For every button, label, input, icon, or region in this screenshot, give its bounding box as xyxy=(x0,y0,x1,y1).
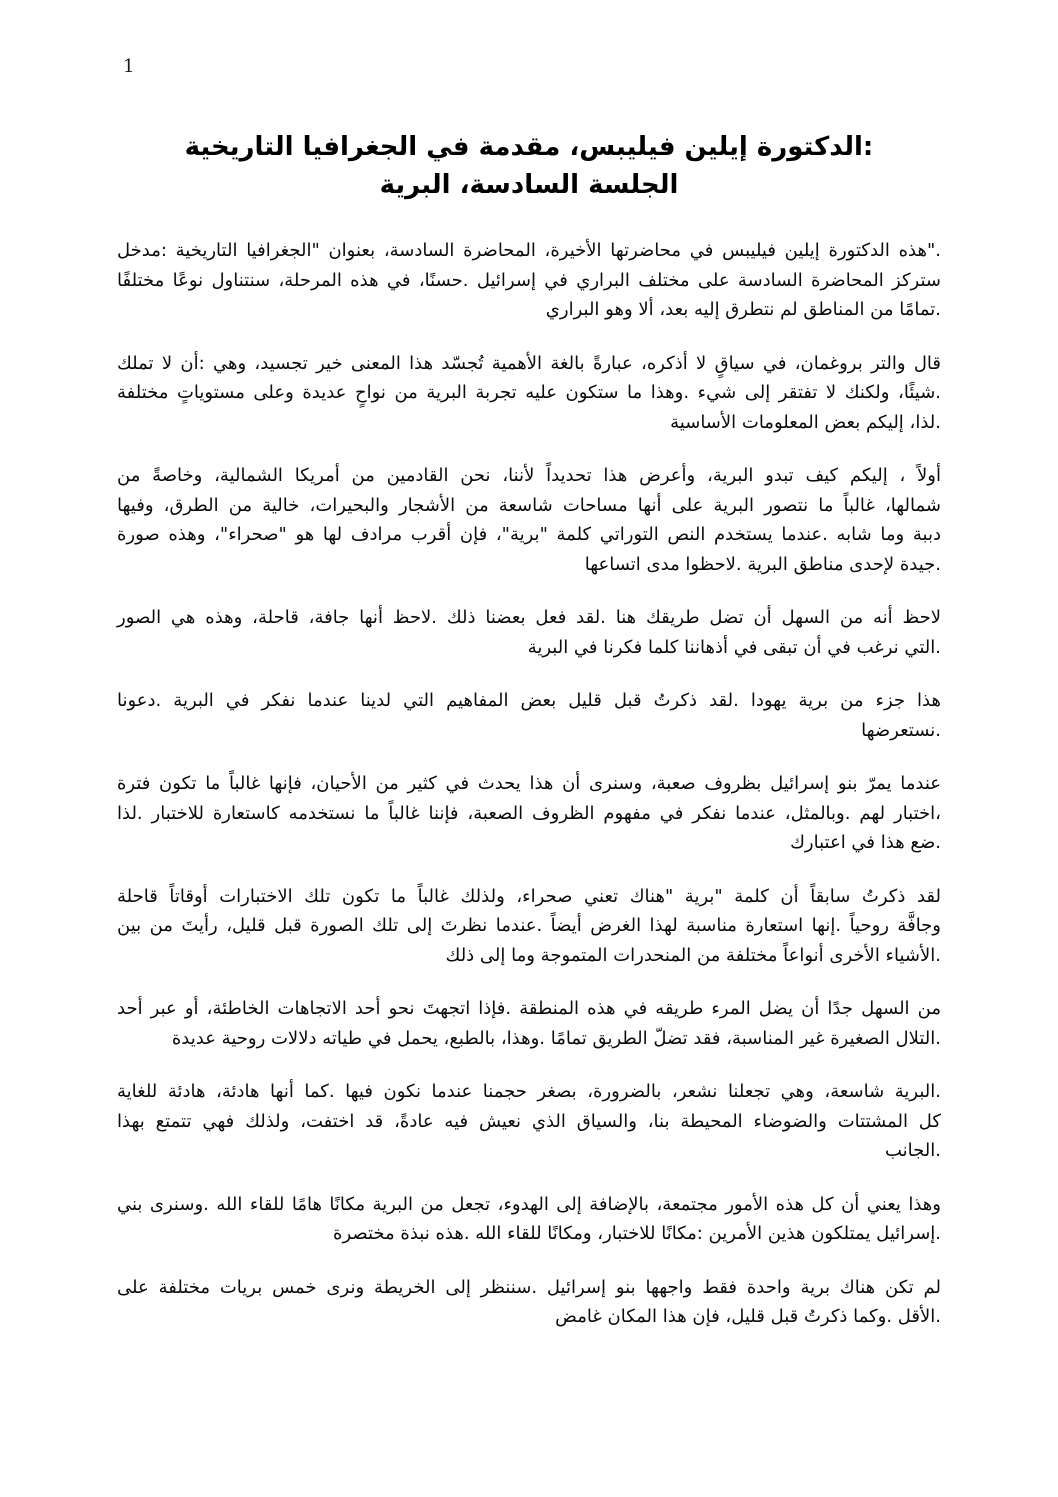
paragraph xyxy=(117,603,941,662)
text-line: .التلال الصغيرة غير المناسبة، فقد تضلّ الطريق تمامًا .وهذا، بالطبع، يحمل في طياته دلالات روحية عديدة xyxy=(171,1027,941,1049)
text-line: .الجانب xyxy=(885,1140,941,1161)
text-line: .البرية شاسعة، وهي تجعلنا نشعر، بالضرورة، بصغر حجمنا عندما نكون فيها .كما أنها هادئة، هادئة للغاية xyxy=(117,1081,941,1102)
text-line: ،اختبار لهم .وبالمثل، عندما نفكر في مفهوم الظروف الصعبة، فإننا غالباً ما نستخدمه كاستعارة للاختبار .لذا xyxy=(117,802,941,824)
text-line: لقد ذكرتُ سابقاً أن كلمة "برية "هناك تعني صحراء، ولذلك غالباً ما تكون تلك الاختبارات أوقاتاً قاحلة xyxy=(117,885,941,907)
paragraph xyxy=(117,1190,941,1249)
paragraph xyxy=(117,349,941,438)
text-line: وجافَّة روحياً .إنها استعارة مناسبة لهذا الغرض أيضاً .عندما نظرتَ إلى تلك الصورة قبل قليل، رأيتَ من بين xyxy=(117,915,941,936)
paragraph xyxy=(117,769,941,858)
page-number: 1 xyxy=(123,56,135,77)
paragraph xyxy=(117,882,941,971)
paragraph xyxy=(117,686,941,745)
text-line: .شيئًا، ولكنك لا تفتقر إلى شيء .وهذا ما ستكون عليه تجربة البرية من نواحٍ عديدة وعلى مستوياتٍ مختلفة xyxy=(117,382,941,403)
text-line: وهذا يعني أن كل هذه الأمور مجتمعة، بالإضافة إلى الهدوء، تجعل من البرية مكانًا هامًا للقاء الله .وسنرى بني xyxy=(117,1193,941,1215)
document-title xyxy=(117,128,941,204)
text-line: .التي نرغب في أن تبقى في أذهاننا كلما فكرنا في البرية xyxy=(527,636,941,658)
paragraph xyxy=(117,236,941,325)
text-line: .نستعرضها xyxy=(861,719,941,741)
paragraph xyxy=(117,994,941,1053)
text-line: كل المشتتات والضوضاء المحيطة بنا، والسياق الذي نعيش فيه عادةً، قد اختفت، ولذلك فهي تتمتع بهذا xyxy=(117,1110,941,1132)
text-line: لم تكن هناك برية واحدة فقط واجهها بنو إسرائيل .سننظر إلى الخريطة ونرى خمس بريات مختلفة على xyxy=(117,1276,941,1298)
text-line: .إسرائيل يمتلكون هذين الأمرين :مكانًا للاختبار، ومكانًا للقاء الله .هذه نبذة مختصرة xyxy=(333,1223,941,1244)
text-line: أولاً ، إليكم كيف تبدو البرية، وأعرض هذا تحديداً لأننا، نحن القادمين من أمريكا الشمالية، وخاصةً من xyxy=(117,465,941,486)
document-title-line-2: الجلسة السادسة، البرية xyxy=(379,170,679,200)
text-line: .تمامًا من المناطق لم نتطرق إليه بعد، ألا وهو البراري xyxy=(545,299,941,320)
text-line: عندما يمرّ بنو إسرائيل بظروف صعبة، وسنرى أن هذا يحدث في كثير من الأحيان، فإنها غالباً ما تكون فترة xyxy=(117,773,941,794)
text-line: من السهل جدًا أن يضل المرء طريقه في هذه المنطقة .فإذا اتجهتَ نحو أحد الاتجاهات الخاطئة، أو عبر أحد xyxy=(117,998,941,1019)
text-line: .جيدة لإحدى مناطق البرية .لاحظوا مدى اتساعها xyxy=(584,553,941,575)
paragraph xyxy=(117,1273,941,1332)
text-line: هذا جزء من برية يهودا .لقد ذكرتُ قبل قليل بعض المفاهيم التي لدينا عندما نفكر في البرية .دعونا xyxy=(117,690,941,711)
text-line: .لذا، إليكم بعض المعلومات الأساسية xyxy=(670,411,941,433)
document-title-line-1: :الدكتورة إيلين فيليبس، مقدمة في الجغرافيا التاريخية xyxy=(184,132,874,162)
text-line: دببة وما شابه .عندما يستخدم النص التوراتي كلمة "برية"، فإن أقرب مرادف لها هو "صحراء"، وهذه صورة xyxy=(117,524,941,545)
document-body xyxy=(117,236,941,1356)
text-line: .الأشياء الأخرى أنواعاً مختلفة من المنحدرات المتموجة وما إلى ذلك xyxy=(445,944,941,966)
text-line: .الأقل .وكما ذكرتُ قبل قليل، فإن هذا المكان غامض xyxy=(555,1306,941,1327)
paragraph xyxy=(117,461,941,579)
paragraph xyxy=(117,1077,941,1166)
text-line: .ضع هذا في اعتبارك xyxy=(790,832,941,853)
text-line: قال والتر بروغمان، في سياقٍ لا أذكره، عبارةً بالغة الأهمية تُجسّد هذا المعنى خير تجسيد، وهي :أن لا تملك xyxy=(117,352,941,374)
text-line: ."هذه الدكتورة إيلين فيليبس في محاضرتها الأخيرة، المحاضرة السادسة، بعنوان "الجغرافيا التاريخية :مدخل xyxy=(117,240,941,261)
text-line: ستركز المحاضرة السادسة على مختلف البراري في إسرائيل .حسنًا، في هذه المرحلة، سنتناول نوعًا مختلفًا xyxy=(117,269,941,291)
text-line: لاحظ أنه من السهل أن تضل طريقك هنا .لقد فعل بعضنا ذلك .لاحظ أنها جافة، قاحلة، وهذه هي الصور xyxy=(117,607,941,628)
text-line: شمالها، غالباً ما نتصور البرية على أنها مساحات شاسعة من الأشجار والبحيرات، خالية من الطرق، وفيها xyxy=(117,494,941,516)
